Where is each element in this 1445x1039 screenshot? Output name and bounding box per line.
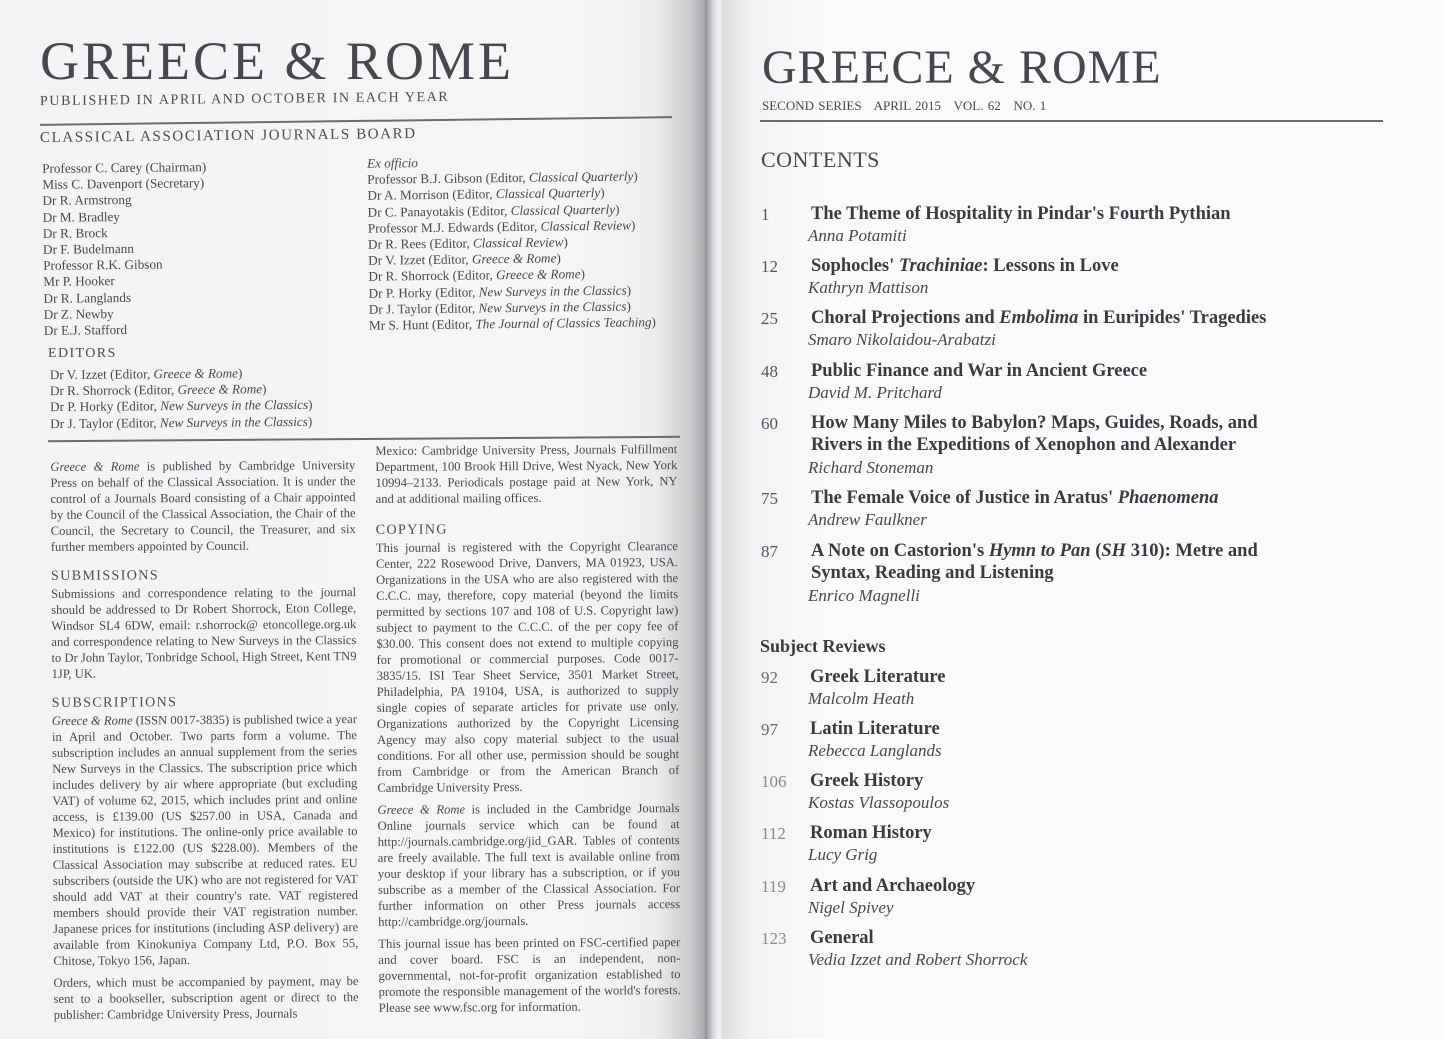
toc-article-title: Choral Projections and Embolima in Euripides' Tragedies: [811, 308, 1267, 328]
ex-officio-heading: Ex officio: [366, 155, 419, 171]
review-page-number: 97: [761, 720, 778, 739]
board-member: Miss C. Davenport (Secretary): [42, 175, 205, 193]
board-members-list: [42, 159, 208, 339]
board-member: Dr Z. Newby: [43, 305, 114, 322]
intro-paragraph: Greece & Rome is published by Cambridge University Press on behalf of the Classical Association. It is under the control of a Journals Board consisting of a Chair appointed by the Council of the Classical Association, the Chair of the Council, the Secretary to Council, the Treasurer, and six further members appointed by Council.: [50, 458, 356, 554]
fsc-paragraph: This journal issue has been printed on FSC-certified paper and cover board. FSC is an independent, non-governmental, not-for-profit organization established to promote the responsible management of the world's forests. Please see www.fsc.org for information.: [378, 935, 681, 1015]
toc-article-title: Public Finance and War in Ancient Greece: [811, 361, 1148, 381]
editors-list: [50, 365, 313, 432]
editor-entry: Dr P. Horky (Editor, New Surveys in the Classics): [368, 282, 632, 301]
review-title: General: [810, 928, 874, 948]
editor-entry: Dr C. Panayotakis (Editor, Classical Quarterly): [367, 201, 620, 220]
left-column-2: [375, 441, 680, 1016]
editor-entry: Dr J. Taylor (Editor, New Surveys in the Classics): [50, 413, 313, 431]
review-author: Malcolm Heath: [808, 689, 915, 708]
board-member: Mr P. Hooker: [43, 273, 115, 290]
toc-page-number: 75: [761, 489, 778, 508]
subscriptions-paragraph: Greece & Rome (ISSN 0017-3835) is published twice a year in April and October. Two parts form a volume. The subscription includes an annual supplement from the series New Surveys in the Classics. The subscription price which includes delivery by air where appropriate (but excluding VAT) of volume 62, 2015, which includes print and online access, is £139.00 (US $257.00 in USA, Canada and Mexico) for institutions. The online-only price available to institutions is £122.00 (US $228.00). Members of the Classical Association may subscribe at reduced rates. EU subscribers (outside the UK) who are not registered for VAT should add VAT at their country's rate. VAT registered members should provide their VAT registration number. Japanese prices for institutions (including ASP delivery) are available from Kinokuniya Company Ltd, P.O. Box 55, Chitose, Tokyo 156, Japan.: [51, 712, 359, 968]
right-masthead: GREECE & ROME: [762, 41, 1162, 94]
editor-entry: Dr R. Shorrock (Editor, Greece & Rome): [49, 381, 267, 399]
right-page: [722, 0, 1445, 1039]
review-title: Latin Literature: [810, 719, 940, 739]
review-author: Lucy Grig: [808, 845, 878, 864]
toc-page-number: 60: [761, 414, 778, 433]
review-page-number: 112: [761, 824, 786, 843]
editor-entry: Dr P. Horky (Editor, New Surveys in the Classics): [50, 397, 313, 415]
left-page: [0, 0, 712, 1039]
submissions-paragraph: Submissions and correspondence relating to the journal should be addressed to Dr Robert Shorrock, Eton College, Windsor SL4 6DW, email: r.shorrock@ etoncollege.org.uk and correspondence relating to New Surveys in the Classics to Dr John Taylor, Tonbridge School, High Street, Kent TN9 1JP, UK.: [51, 585, 357, 681]
editor-entry: Dr R. Rees (Editor, Classical Review): [367, 234, 568, 252]
review-title: Greek History: [810, 771, 924, 791]
board-member: Dr F. Budelmann: [42, 240, 134, 257]
toc-page-number: 1: [761, 205, 770, 224]
toc-article-title: How Many Miles to Babylon? Maps, Guides, Roads, and Rivers in the Expeditions of Xenophon and Alexander: [811, 413, 1258, 455]
publication-tagline: PUBLISHED IN APRIL AND OCTOBER IN EACH YEAR: [39, 89, 450, 110]
board-member: Professor C. Carey (Chairman): [42, 159, 207, 176]
toc-article-title: The Female Voice of Justice in Aratus' Phaenomena: [811, 488, 1219, 508]
review-author: Kostas Vlassopoulos: [808, 793, 950, 812]
reviews-list: [761, 0, 1441, 1039]
editor-entry: Dr R. Shorrock (Editor, Greece & Rome): [368, 266, 586, 285]
editor-entry: Dr A. Morrison (Editor, Classical Quarterly): [367, 185, 605, 204]
subject-reviews-heading: Subject Reviews: [760, 636, 886, 656]
ex-officio-list: [367, 152, 656, 334]
toc-page-number: 25: [761, 309, 778, 328]
toc-article-title: A Note on Castorion's Hymn to Pan (SH 310): Metre and Syntax, Reading and Listening: [811, 541, 1258, 583]
toc-author: Anna Potamiti: [808, 226, 907, 245]
toc-author: Enrico Magnelli: [808, 586, 920, 605]
board-member: Professor R.K. Gibson: [43, 256, 163, 274]
board-member: Dr E.J. Stafford: [43, 322, 128, 338]
editor-entry: Mr S. Hunt (Editor, The Journal of Classics Teaching): [368, 314, 657, 333]
review-author: Nigel Spivey: [808, 898, 894, 917]
review-title: Greek Literature: [810, 667, 946, 687]
review-title: Roman History: [810, 823, 932, 843]
board-member: Dr R. Armstrong: [42, 192, 132, 209]
editor-entry: Professor M.J. Edwards (Editor, Classical Review): [367, 217, 636, 236]
toc-author: Richard Stoneman: [808, 458, 934, 477]
toc-page-number: 12: [761, 257, 778, 276]
editor-entry: Dr V. Izzet (Editor, Greece & Rome): [368, 250, 561, 268]
toc-article-title: The Theme of Hospitality in Pindar's Fourth Pythian: [811, 204, 1231, 224]
left-masthead: GREECE & ROME: [40, 31, 515, 91]
copying-heading: COPYING: [375, 522, 448, 538]
review-author: Rebecca Langlands: [808, 741, 942, 760]
editor-entry: Professor B.J. Gibson (Editor, Classical Quarterly): [367, 168, 638, 187]
review-page-number: 123: [761, 929, 787, 948]
review-title: Art and Archaeology: [810, 876, 976, 896]
review-page-number: 92: [761, 668, 778, 687]
review-page-number: 119: [761, 877, 786, 896]
toc-author: David M. Pritchard: [808, 383, 942, 402]
board-heading: CLASSICAL ASSOCIATION JOURNALS BOARD: [39, 126, 417, 146]
editor-entry: Dr V. Izzet (Editor, Greece & Rome): [49, 365, 243, 383]
toc-page-number: 48: [761, 362, 778, 381]
board-member: Dr R. Brock: [42, 224, 108, 241]
board-member: Dr M. Bradley: [42, 208, 121, 225]
submissions-heading: SUBMISSIONS: [50, 568, 160, 584]
header-rule: [40, 116, 672, 125]
online-paragraph: Greece & Rome is included in the Cambridge Journals Online journals service which can be found at http://journals.cambridge.org/jid_GAR. Tables of contents are freely available. The full text is available online from your desktop if your library has a subscription, or if you subscribe as a member of the Classical Association. For further information on other Press journals access http://cambridge.org/journals.: [377, 801, 681, 929]
review-author: Vedia Izzet and Robert Shorrock: [808, 950, 1028, 969]
subscriptions-heading: SUBSCRIPTIONS: [51, 695, 178, 711]
left-column-1: [50, 457, 358, 1023]
copying-paragraph: This journal is registered with the Copyright Clearance Center, 222 Rosewood Drive, Danvers, MA 01923, USA. Organizations in the USA who are also registered with the C.C.C. may, therefore, copy material (beyond the limits permitted by sections 107 and 108 of U.S. Copyright law) subject to payment to the C.C.C. of the per copy fee of $30.00. This consent does not extend to multiple copying for promotional or commercial purposes. Code 0017-3835/15. ISI Tear Sheet Service, 3501 Market Street, Philadelphia, PA 19104, USA, is authorized to supply single copies of separate articles for private use only. Organizations authorized by the Copyright Licensing Agency may also copy material subject to the usual conditions. For all other use, permission should be sought from Cambridge or from the American Branch of Cambridge University Press.: [375, 539, 680, 795]
toc-author: Andrew Faulkner: [808, 510, 927, 529]
review-page-number: 106: [761, 772, 787, 791]
toc-author: Kathryn Mattison: [808, 278, 929, 297]
contents-heading: CONTENTS: [761, 147, 880, 172]
editor-entry: Dr J. Taylor (Editor, New Surveys in the Classics): [368, 298, 631, 317]
editors-heading: EDITORS: [48, 346, 117, 361]
toc-author: Smaro Nikolaidou-Arabatzi: [808, 330, 996, 349]
series-line: SECOND SERIES APRIL 2015 VOL. 62 NO. 1: [762, 98, 1047, 113]
toc-article-title: Sophocles' Trachiniae: Lessons in Love: [811, 256, 1119, 276]
mexico-paragraph: Mexico: Cambridge University Press, Journals Fulfillment Department, 100 Brook Hill Drive, West Nyack, New York 10994–2133. Periodicals postage paid at New York, NY and at additional mailing offices.: [375, 442, 678, 506]
orders-paragraph: Orders, which must be accompanied by payment, may be sent to a bookseller, subscription agent or direct to the publisher: Cambridge University Press, Journals: [53, 974, 359, 1022]
toc-page-number: 87: [761, 542, 778, 561]
board-member: Dr R. Langlands: [43, 289, 132, 306]
